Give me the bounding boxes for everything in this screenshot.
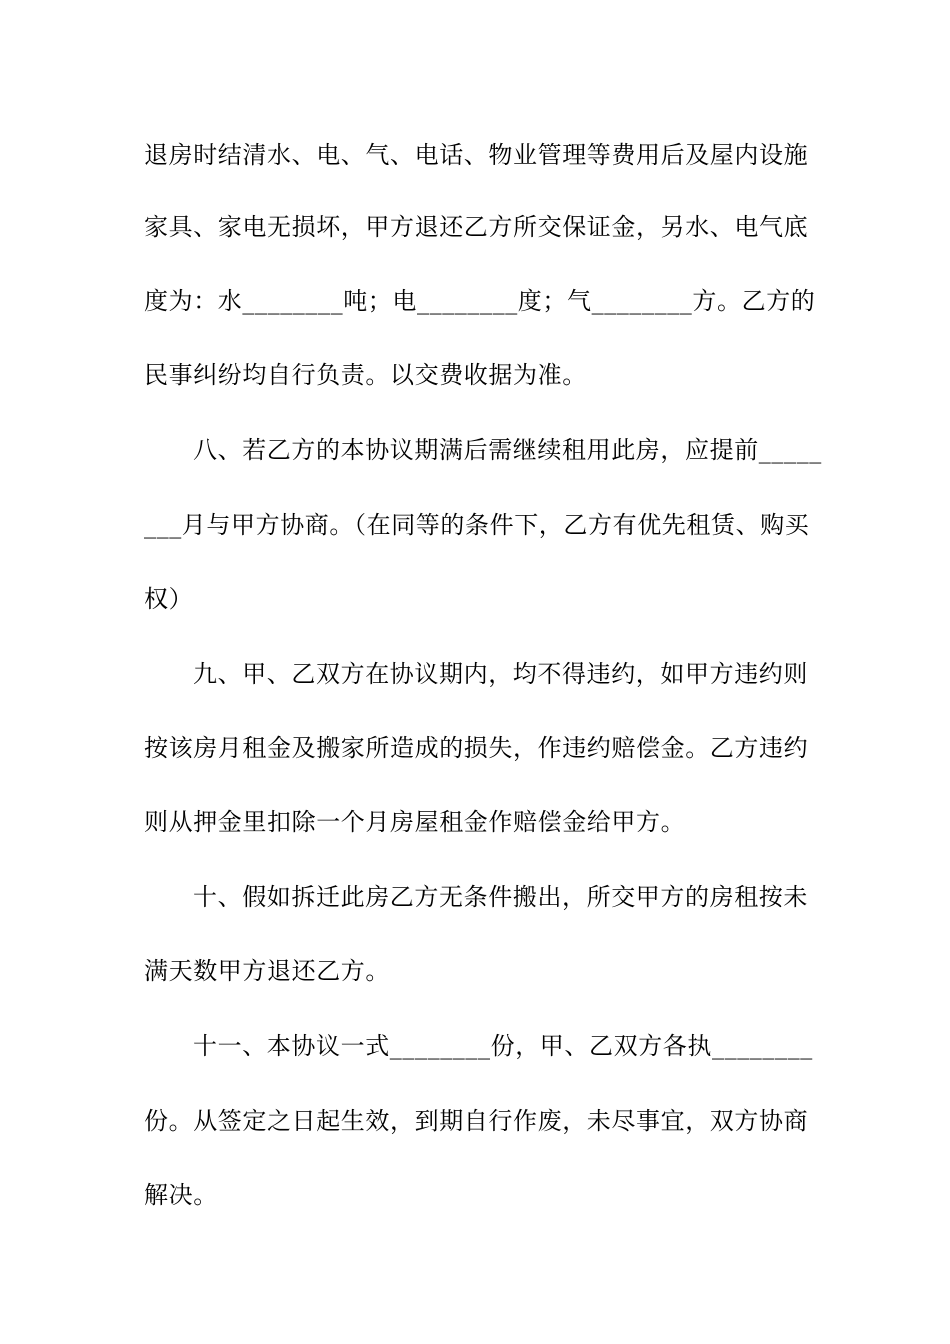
text-line: 解决。	[144, 1181, 218, 1209]
paragraph-10-start: 十、假如拆迁此房乙方无条件搬出，所交甲方的房租按未	[193, 883, 808, 911]
text-line: 份。从签定之日起生效，到期自行作废，未尽事宜，双方协商	[144, 1107, 809, 1135]
paragraph-9-start: 九、甲、乙双方在协议期内，均不得违约，如甲方违约则	[193, 660, 808, 688]
text-line: 退房时结清水、电、气、电话、物业管理等费用后及屋内设施	[144, 141, 809, 169]
text-line: 满天数甲方退还乙方。	[144, 957, 390, 985]
paragraph-11-start: 十一、本协议一式________份，甲、乙双方各执________	[193, 1032, 813, 1060]
paragraph-8-start: 八、若乙方的本协议期满后需继续租用此房，应提前_____	[193, 436, 822, 464]
text-line: 家具、家电无损坏，甲方退还乙方所交保证金，另水、电气底	[144, 213, 809, 241]
text-line: 则从押金里扣除一个月房屋租金作赔偿金给甲方。	[144, 808, 686, 836]
text-line: ___月与甲方协商。（在同等的条件下，乙方有优先租赁、购买	[144, 511, 810, 539]
text-line: 民事纠纷均自行负责。以交费收据为准。	[144, 361, 587, 389]
text-line: 权）	[144, 585, 194, 613]
text-line: 按该房月租金及搬家所造成的损失，作违约赔偿金。乙方违约	[144, 734, 809, 762]
text-line: 度为：水________吨；电________度；气________方。乙方的	[144, 287, 816, 315]
